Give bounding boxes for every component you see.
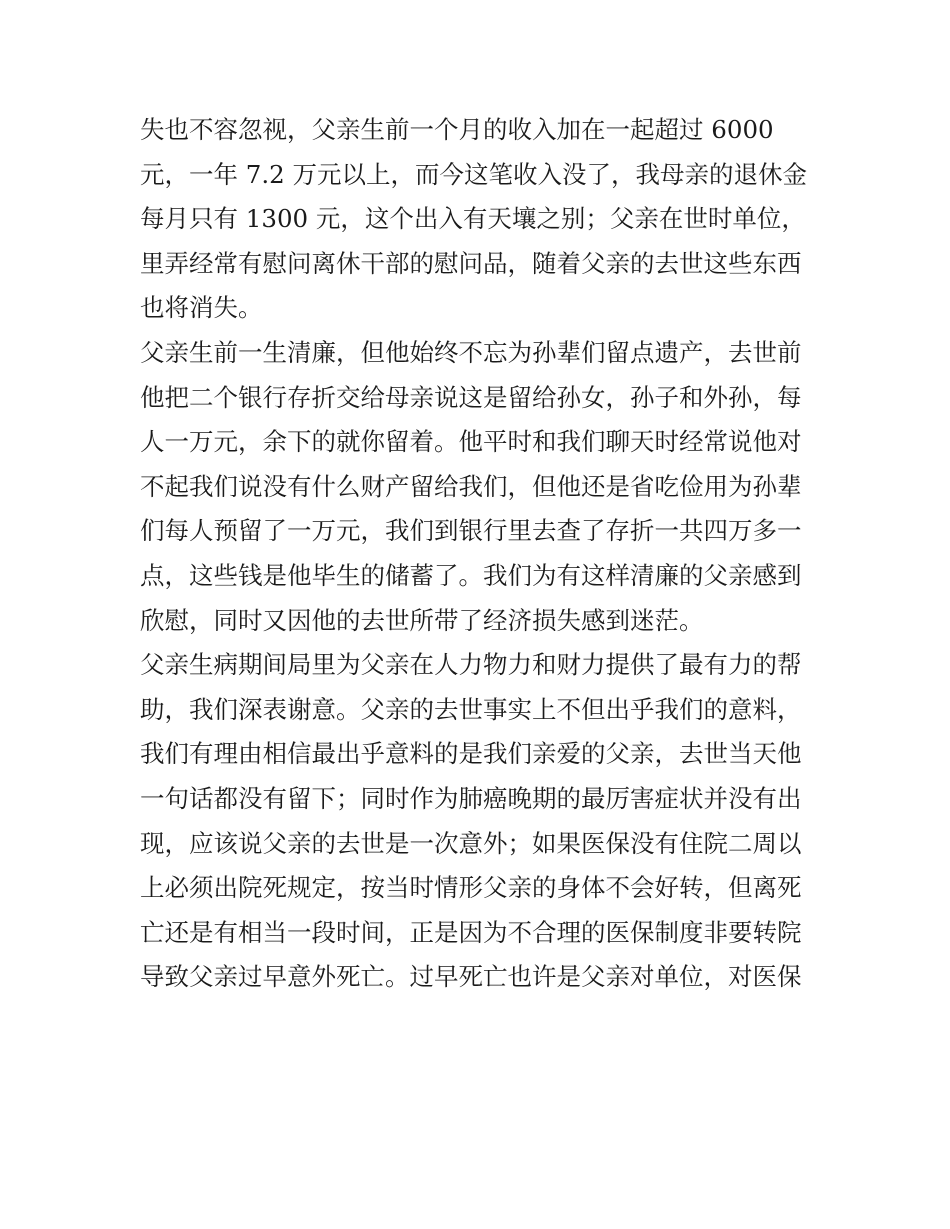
text-line-4: 里弄经常有慰问离休干部的慰问品，随着父亲的去世这些东西 xyxy=(140,248,802,278)
text-line-17: 现，应该说父亲的去世是一次意外；如果医保没有住院二周以 xyxy=(140,828,802,858)
text-line-14: 助，我们深表谢意。父亲的去世事实上不但出乎我们的意料， xyxy=(140,694,802,724)
text-line-5: 也将消失。 xyxy=(140,293,263,323)
text-line-3: 每月只有 1300 元，这个出入有天壤之别；父亲在世时单位， xyxy=(140,204,806,234)
text-line-2: 元，一年 7.2 万元以上，而今这笔收入没了，我母亲的退休金 xyxy=(140,159,808,189)
text-line-18: 上必须出院死规定，按当时情形父亲的身体不会好转，但离死 xyxy=(140,873,802,903)
text-line-7: 他把二个银行存折交给母亲说这是留给孙女，孙子和外孙，每 xyxy=(140,382,802,412)
text-line-8: 人一万元，余下的就你留着。他平时和我们聊天时经常说他对 xyxy=(140,427,802,457)
text-line-15: 我们有理由相信最出乎意料的是我们亲爱的父亲，去世当天他 xyxy=(140,739,802,769)
text-line-12: 欣慰，同时又因他的去世所带了经济损失感到迷茫。 xyxy=(140,605,704,635)
text-line-20: 导致父亲过早意外死亡。过早死亡也许是父亲对单位，对医保 xyxy=(140,962,802,992)
text-line-6: 父亲生前一生清廉，但他始终不忘为孙辈们留点遗产，去世前 xyxy=(140,337,802,367)
text-line-10: 们每人预留了一万元，我们到银行里去查了存折一共四万多一 xyxy=(140,516,802,546)
text-line-16: 一句话都没有留下；同时作为肺癌晚期的最厉害症状并没有出 xyxy=(140,783,802,813)
body-text xyxy=(140,108,820,1000)
text-line-9: 不起我们说没有什么财产留给我们，但他还是省吃俭用为孙辈 xyxy=(140,471,802,501)
text-line-19: 亡还是有相当一段时间，正是因为不合理的医保制度非要转院 xyxy=(140,917,802,947)
text-line-11: 点，这些钱是他毕生的储蓄了。我们为有这样清廉的父亲感到 xyxy=(140,560,802,590)
text-line-1: 失也不容忽视，父亲生前一个月的收入加在一起超过 6000 xyxy=(140,115,774,144)
text-line-13: 父亲生病期间局里为父亲在人力物力和财力提供了最有力的帮 xyxy=(140,650,802,680)
